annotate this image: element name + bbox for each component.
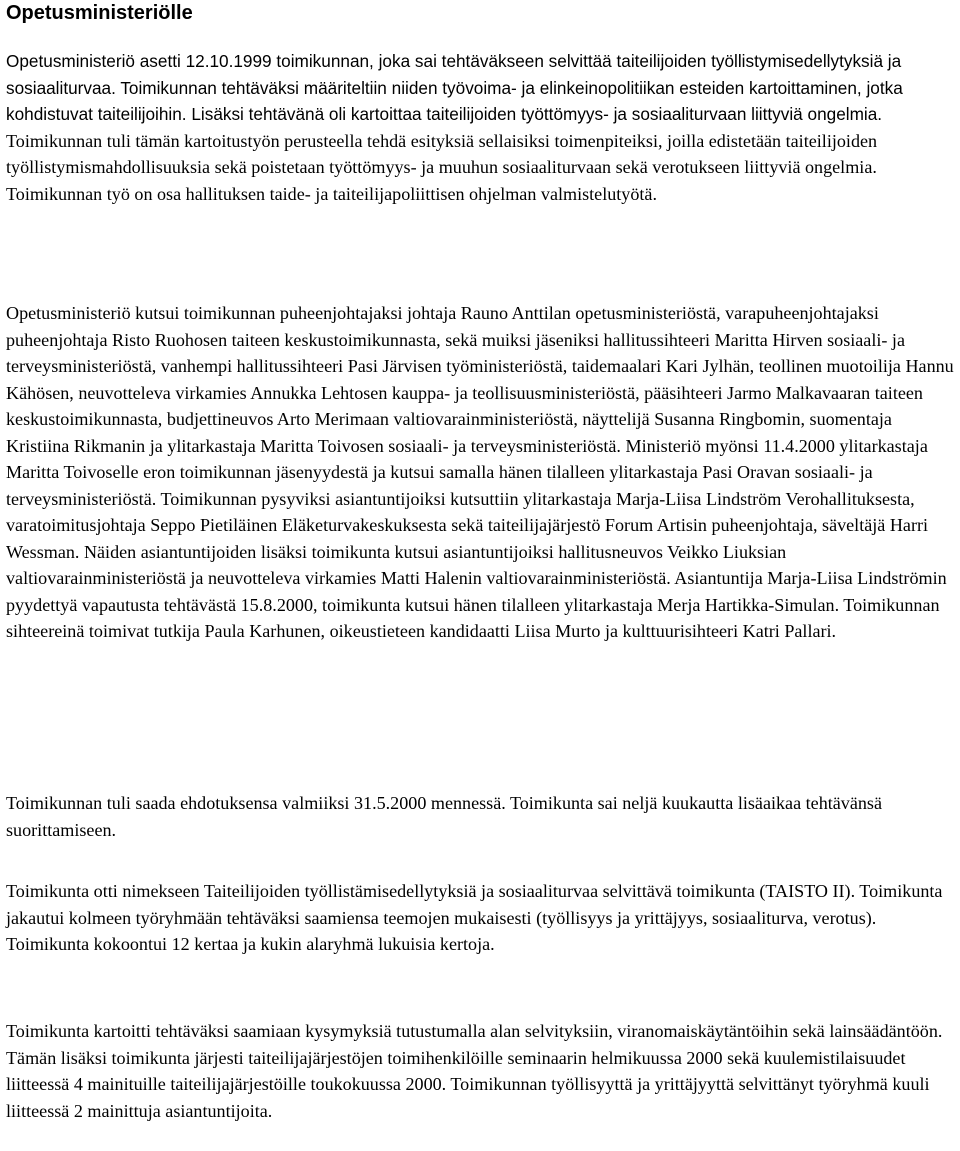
committee-name-paragraph: Toimikunta otti nimekseen Taiteilijoiden työllistämisedellytyksiä ja sosiaaliturvaa selvittävä toimikunta (TAISTO II). Toimikunta jakautui kolmeen työryhmään tehtäväksi saamiensa teemojen mukaisesti (työllisyys ja yrittäjyys, sosiaaliturva, verotus). Toimikunta kokoontui 12 kertaa ja kukin alaryhmä lukuisia kertoja. xyxy=(6,881,943,954)
survey-paragraph: Toimikunta kartoitti tehtäväksi saamiaan kysymyksiä tutustumalla alan selvityksiin, viranomaiskäytäntöihin sekä lainsäädäntöön. Tämän lisäksi toimikunta järjesti taiteilijajärjestöjen toimihenkilöille seminaarin helmikuussa 2000 sekä kuulemistilaisuudet liitteessä 4 mainituille taiteilijajärjestöille toukokuussa 2000. Toimikunnan työllisyyttä ja yrittäjyyttä selvittänyt työryhmä kuuli liitteessä 2 mainittuja asiantuntijoita. xyxy=(6,1021,943,1121)
page-title: Opetusministeriölle xyxy=(6,2,193,24)
deadline-paragraph: Toimikunnan tuli saada ehdotuksensa valmiiksi 31.5.2000 mennessä. Toimikunta sai neljä kuukautta lisäaikaa tehtävänsä suorittamiseen. xyxy=(6,793,882,840)
intro-sans-text: Opetusministeriö asetti 12.10.1999 toimikunnan, joka sai tehtäväkseen selvittää taiteilijoiden työllistymisedellytyksiä ja sosiaaliturvaa. Toimikunnan tehtäväksi määriteltiin niiden työvoima- ja elinkeinopolitiikan esteiden kartoittaminen, jotka kohdistuvat taiteilijoihin. Lisäksi tehtävänä oli kartoittaa taiteilijoiden työttömyys- ja sosiaaliturvaan liittyviä ongelmia. xyxy=(6,51,903,124)
members-paragraph: Opetusministeriö kutsui toimikunnan puheenjohtajaksi johtaja Rauno Anttilan opetusministeriöstä, varapuheenjohtajaksi puheenjohtaja Risto Ruohosen taiteen keskustoimikunnasta, sekä muiksi jäseniksi hallitussihteeri Maritta Hirven sosiaali- ja terveysministeriöstä, vanhempi hallitussihteeri Pasi Järvisen työministeriöstä, taidemaalari Kari Jylhän, teollinen muotoilija Hannu Kähösen, neuvotteleva virkamies Annukka Lehtosen kauppa- ja teollisuusministeriöstä, pääsihteeri Jarmo Malkavaaran taiteen keskustoimikunnasta, budjettineuvos Arto Merimaan valtiovarainministeriöstä, näyttelijä Susanna Ringbomin, suomentaja Kristiina Rikmanin ja ylitarkastaja Maritta Toivosen sosiaali- ja terveysministeriöstä. Ministeriö myönsi 11.4.2000 ylitarkastaja Maritta Toivoselle eron toimikunnan jäsenyydestä ja kutsui samalla hänen tilalleen ylitarkastaja Pasi Oravan sosiaali- ja terveysministeriöstä. Toimikunnan pysyviksi asiantuntijoiksi kutsuttiin ylitarkastaja Marja-Liisa Lindström Verohallituksesta, varatoimitusjohtaja Seppo Pietiläinen Eläketurvakeskuksesta sekä taiteilijajärjestö Forum Artisin puheenjohtaja, säveltäjä Harri Wessman. Näiden asiantuntijoiden lisäksi toimikunta kutsui asiantuntijoiksi hallitusneuvos Veikko Liuksian valtiovarainministeriöstä ja neuvotteleva virkamies Matti Halenin valtiovarainministeriöstä. Asiantuntija Marja-Liisa Lindströmin pyydettyä vapautusta tehtävästä 15.8.2000, toimikunta kutsui hänen tilalleen ylitarkastaja Merja Hartikka-Simulan. Toimikunnan sihteereinä toimivat tutkija Paula Karhunen, oikeustieteen kandidaatti Liisa Murto ja kulttuurisihteeri Katri Pallari. xyxy=(6,303,954,641)
intro-paragraph xyxy=(6,48,956,207)
intro-serif-text: Toimikunnan tuli tämän kartoitustyön perusteella tehdä esityksiä sellaisiksi toimenpiteiksi, joilla edistetään taiteilijoiden työllistymismahdollisuuksia sekä poistetaan työttömyys- ja muuhun sosiaaliturvaan sekä verotukseen liittyviä ongelmia. Toimikunnan työ on osa hallituksen taide- ja taiteilijapoliittisen ohjelman valmistelutyötä. xyxy=(6,130,878,204)
document-page xyxy=(6,0,956,1121)
